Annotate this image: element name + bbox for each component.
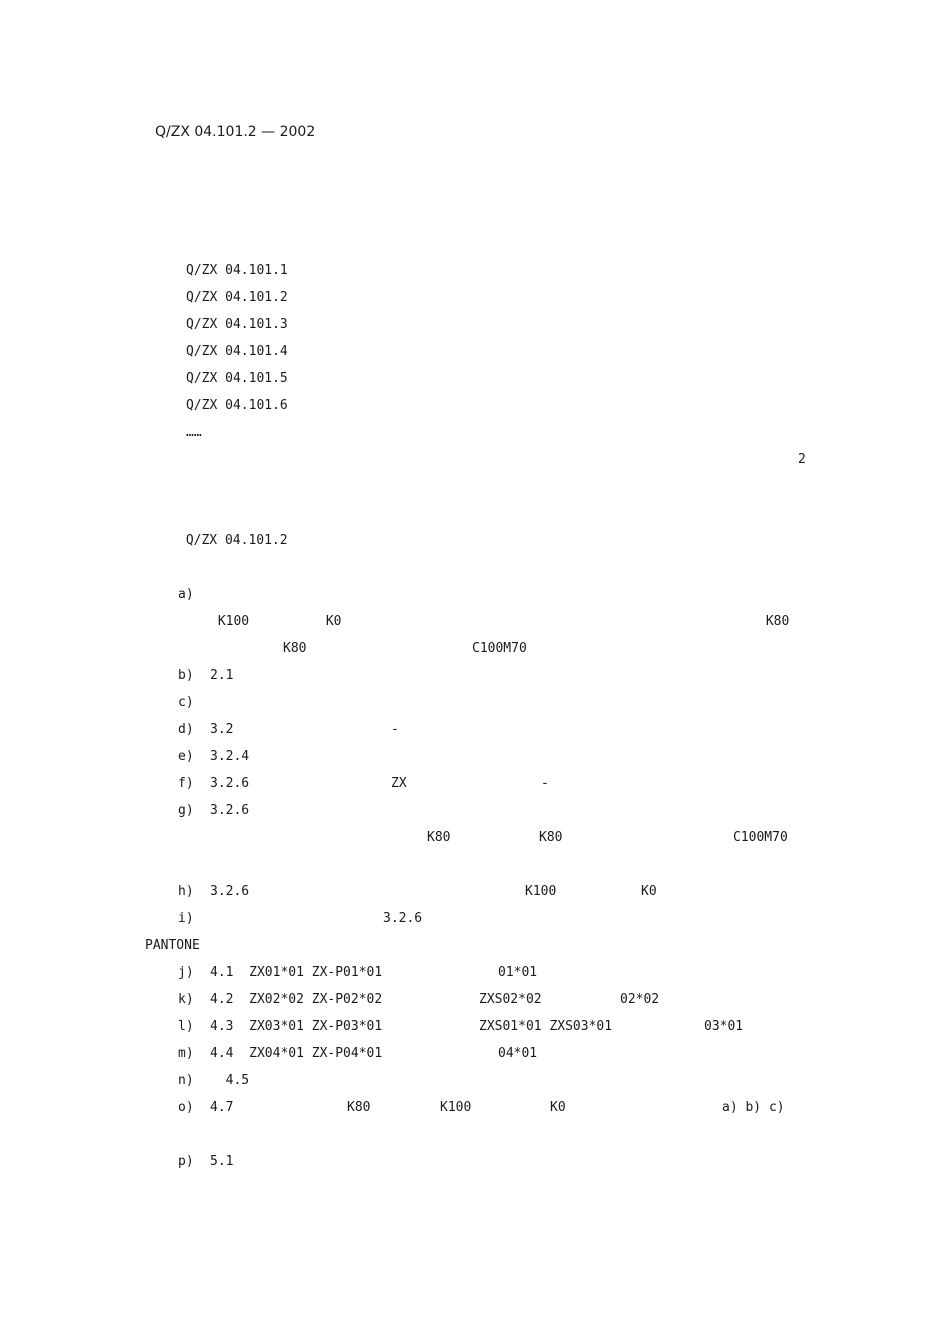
item-text: K100 xyxy=(440,1100,472,1115)
item-marker: h) xyxy=(178,884,194,899)
item-marker: d) xyxy=(178,722,194,737)
item-text: - xyxy=(391,722,399,737)
item-text: K80 xyxy=(283,641,307,656)
item-text: 3.2.6 xyxy=(383,911,423,926)
item-text: K0 xyxy=(318,614,350,629)
item-text: 3.2.6 xyxy=(210,776,250,791)
item-text: 3.2 xyxy=(210,722,234,737)
item-marker: m) xyxy=(178,1046,194,1061)
item-text: K80 xyxy=(758,614,790,629)
document-code: Q/ZX 04.101.2 — 2002 xyxy=(155,124,316,140)
item-text: 4.2 ZX02*02 ZX-P02*02 xyxy=(210,992,383,1007)
item-marker: c) xyxy=(178,695,194,710)
item-text: PANTONE xyxy=(145,938,208,953)
item-text: 3.2.6 xyxy=(210,803,250,818)
item-marker: a) xyxy=(178,587,194,602)
item-text: 4.1 ZX01*01 ZX-P01*01 xyxy=(210,965,383,980)
item-marker: p) xyxy=(178,1154,194,1169)
item-text: 4.7 xyxy=(210,1100,234,1115)
item-text: - xyxy=(541,776,549,791)
item-text: 5.1 xyxy=(210,1154,234,1169)
item-text: 01*01 xyxy=(498,965,538,980)
item-text: K0 xyxy=(550,1100,566,1115)
item-text: 4.5 xyxy=(210,1073,250,1088)
item-marker: l) xyxy=(178,1019,194,1034)
item-text: ZX xyxy=(391,776,407,791)
item-text: C100M70 xyxy=(733,830,788,845)
item-text: 03*01 xyxy=(704,1019,744,1034)
item-text: 4.3 ZX03*01 ZX-P03*01 xyxy=(210,1019,383,1034)
item-text: 3.2.6 xyxy=(210,884,250,899)
item-text: K80 xyxy=(347,1100,371,1115)
item-text: ZXS02*02 xyxy=(479,992,542,1007)
list-item-code: Q/ZX 04.101.3 xyxy=(186,317,288,332)
item-text: K100 xyxy=(525,884,557,899)
item-text: 02*02 xyxy=(620,992,660,1007)
paragraph-line: Q/ZX 04.101.2 xyxy=(178,533,288,548)
item-text: 04*01 xyxy=(498,1046,538,1061)
item-marker: g) xyxy=(178,803,194,818)
item-marker: f) xyxy=(178,776,194,791)
item-marker: o) xyxy=(178,1100,194,1115)
list-item-code: Q/ZX 04.101.2 xyxy=(186,290,288,305)
item-text: a) b) c) xyxy=(722,1100,785,1115)
item-marker: j) xyxy=(178,965,194,980)
item-text: K80 xyxy=(539,830,563,845)
item-text: 4.4 ZX04*01 ZX-P04*01 xyxy=(210,1046,383,1061)
list-item-code: Q/ZX 04.101.6 xyxy=(186,398,288,413)
item-text: K0 xyxy=(641,884,657,899)
item-text: 3.2.4 xyxy=(210,749,250,764)
item-marker: n) xyxy=(178,1073,194,1088)
item-text: K100 xyxy=(210,614,257,629)
item-marker: i) xyxy=(178,911,194,926)
list-item-code: Q/ZX 04.101.5 xyxy=(186,371,288,386)
list-item-code: Q/ZX 04.101.1 xyxy=(186,263,288,278)
item-marker: e) xyxy=(178,749,194,764)
list-ellipsis: …… xyxy=(186,425,202,440)
item-marker: k) xyxy=(178,992,194,1007)
list-item-code: Q/ZX 04.101.4 xyxy=(186,344,288,359)
item-text: 2.1 xyxy=(210,668,234,683)
item-text: K80 xyxy=(427,830,451,845)
item-marker: b) xyxy=(178,668,194,683)
item-text: ZXS01*01 ZXS03*01 xyxy=(479,1019,613,1034)
paragraph-number: 2 xyxy=(798,452,806,467)
item-text: C100M70 xyxy=(472,641,527,656)
